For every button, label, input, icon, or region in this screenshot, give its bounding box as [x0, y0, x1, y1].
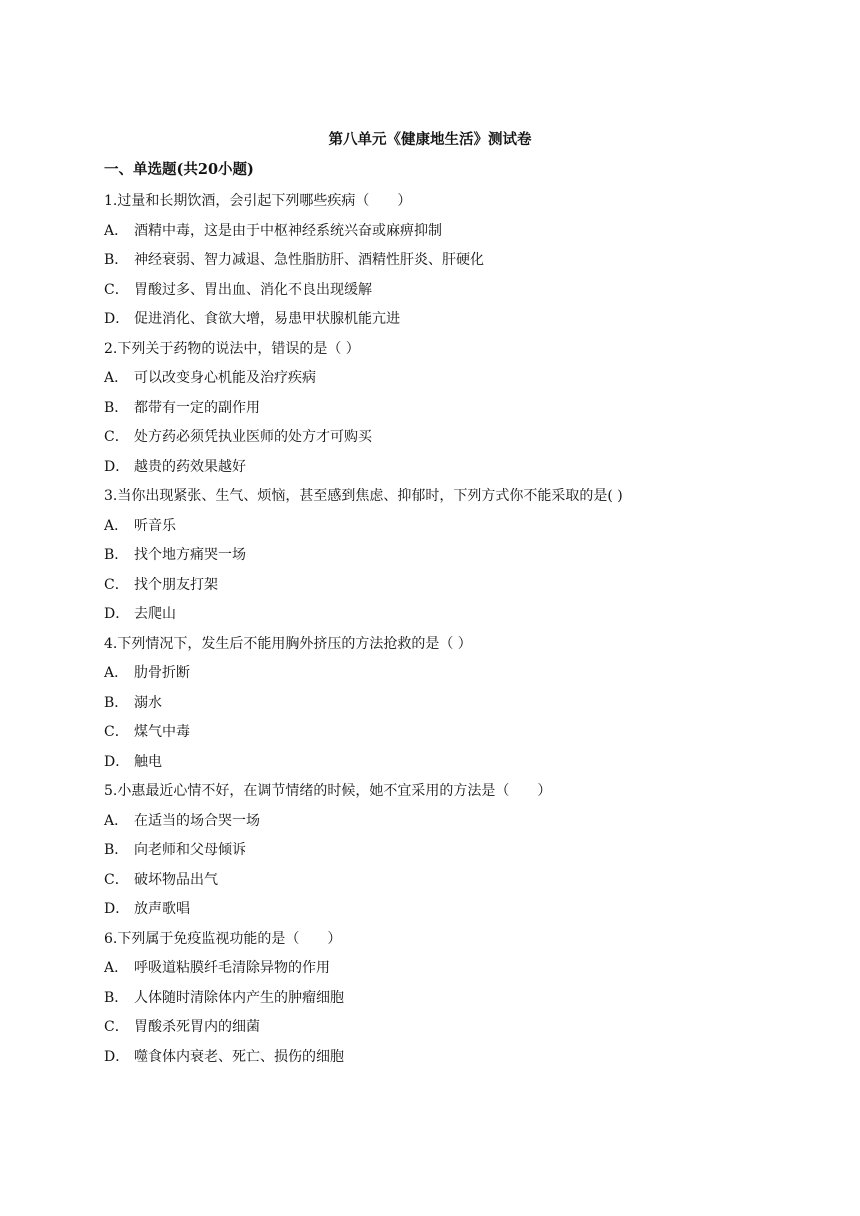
option-text: 处方药必须凭执业医师的处方才可购买 — [134, 429, 372, 445]
section-heading: 一、单选题(共20小题) — [104, 161, 254, 178]
question-stem: 2.下列关于药物的说法中，错误的是（ ） — [104, 340, 360, 357]
answer-option — [104, 718, 804, 748]
option-text: 越贵的药效果越好 — [134, 458, 246, 475]
option-letter: C． — [104, 1019, 129, 1035]
option-text: 促进消化、食欲大增，易患甲状腺机能亢进 — [134, 311, 400, 327]
answer-option — [104, 571, 804, 601]
question-stem: 1.过量和长期饮酒，会引起下列哪些疾病（ ） — [104, 193, 412, 209]
option-letter: B． — [104, 989, 129, 1006]
option-letter: A． — [104, 222, 129, 239]
option-letter: A． — [104, 370, 129, 386]
option-text: 触电 — [134, 753, 162, 770]
answer-option — [104, 1043, 804, 1073]
option-text: 神经衰弱、智力减退、急性脂肪肝、酒精性肝炎、肝硬化 — [134, 252, 484, 268]
option-text: 破坏物品出气 — [134, 871, 218, 888]
option-text: 在适当的场合哭一场 — [134, 812, 260, 829]
answer-option — [104, 954, 804, 984]
option-letter: D． — [104, 753, 130, 770]
option-text: 噬食体内衰老、死亡、损伤的细胞 — [134, 1048, 344, 1065]
answer-option — [104, 866, 804, 896]
option-text: 煤气中毒 — [134, 724, 190, 740]
answer-option — [104, 689, 804, 719]
option-letter: C． — [104, 724, 129, 740]
page-title: 第八单元《健康地生活》测试卷 — [328, 131, 532, 148]
option-letter: D． — [104, 458, 130, 475]
answer-option — [104, 453, 804, 483]
answer-option — [104, 748, 804, 778]
option-letter: C． — [104, 871, 129, 888]
option-text: 胃酸过多、胃出血、消化不良出现缓解 — [134, 281, 372, 298]
option-letter: D． — [104, 311, 130, 327]
answer-option — [104, 394, 804, 424]
question-item — [104, 777, 804, 925]
answer-option — [104, 423, 804, 453]
option-letter: C． — [104, 576, 129, 593]
option-text: 溺水 — [134, 694, 162, 711]
question-item — [104, 925, 804, 1073]
option-text: 胃酸杀死胃内的细菌 — [134, 1019, 260, 1035]
option-letter: A． — [104, 665, 129, 681]
option-letter: C． — [104, 281, 129, 298]
question-item — [104, 187, 804, 335]
answer-option — [104, 836, 804, 866]
option-text: 找个地方痛哭一场 — [134, 547, 246, 563]
option-text: 向老师和父母倾诉 — [134, 842, 246, 858]
option-letter: D． — [104, 901, 130, 917]
option-letter: C． — [104, 429, 129, 445]
answer-option — [104, 217, 804, 247]
answer-option — [104, 1013, 804, 1043]
option-text: 呼吸道粘膜纤毛清除异物的作用 — [134, 960, 330, 976]
question-stem: 5.小惠最近心情不好，在调节情绪的时候，她不宜采用的方法是（ ） — [104, 783, 552, 799]
answer-option — [104, 659, 804, 689]
answer-option — [104, 276, 804, 306]
option-letter: A． — [104, 517, 129, 534]
question-stem: 6.下列属于免疫监视功能的是（ ） — [104, 930, 342, 947]
option-text: 找个朋友打架 — [134, 576, 218, 593]
answer-option — [104, 246, 804, 276]
option-text: 听音乐 — [134, 517, 176, 534]
answer-option — [104, 984, 804, 1014]
option-letter: A． — [104, 812, 129, 829]
question-stem: 4.下列情况下，发生后不能用胸外挤压的方法抢救的是（ ） — [104, 635, 472, 652]
option-letter: B． — [104, 252, 129, 268]
option-letter: A． — [104, 960, 129, 976]
question-item — [104, 630, 804, 778]
option-text: 都带有一定的副作用 — [134, 399, 260, 416]
option-letter: B． — [104, 547, 129, 563]
option-text: 酒精中毒，这是由于中枢神经系统兴奋或麻痹抑制 — [134, 222, 442, 239]
option-letter: B． — [104, 694, 129, 711]
question-stem: 3.当你出现紧张、生气、烦恼，甚至感到焦虑、抑郁时，下列方式你不能采取的是( ) — [104, 488, 623, 504]
answer-option — [104, 895, 804, 925]
answer-option — [104, 807, 804, 837]
answer-option — [104, 364, 804, 394]
option-letter: D． — [104, 606, 130, 622]
question-item — [104, 335, 804, 483]
answer-option — [104, 512, 804, 542]
option-text: 放声歌唱 — [134, 901, 190, 917]
option-letter: B． — [104, 842, 129, 858]
answer-option — [104, 541, 804, 571]
answer-option — [104, 600, 804, 630]
option-text: 肋骨折断 — [134, 665, 190, 681]
answer-option — [104, 305, 804, 335]
option-text: 可以改变身心机能及治疗疾病 — [134, 370, 316, 386]
option-text: 去爬山 — [134, 606, 176, 622]
option-letter: D． — [104, 1048, 130, 1065]
question-list — [104, 187, 804, 1072]
question-item — [104, 482, 804, 630]
option-text: 人体随时清除体内产生的肿瘤细胞 — [134, 989, 344, 1006]
option-letter: B． — [104, 399, 129, 416]
